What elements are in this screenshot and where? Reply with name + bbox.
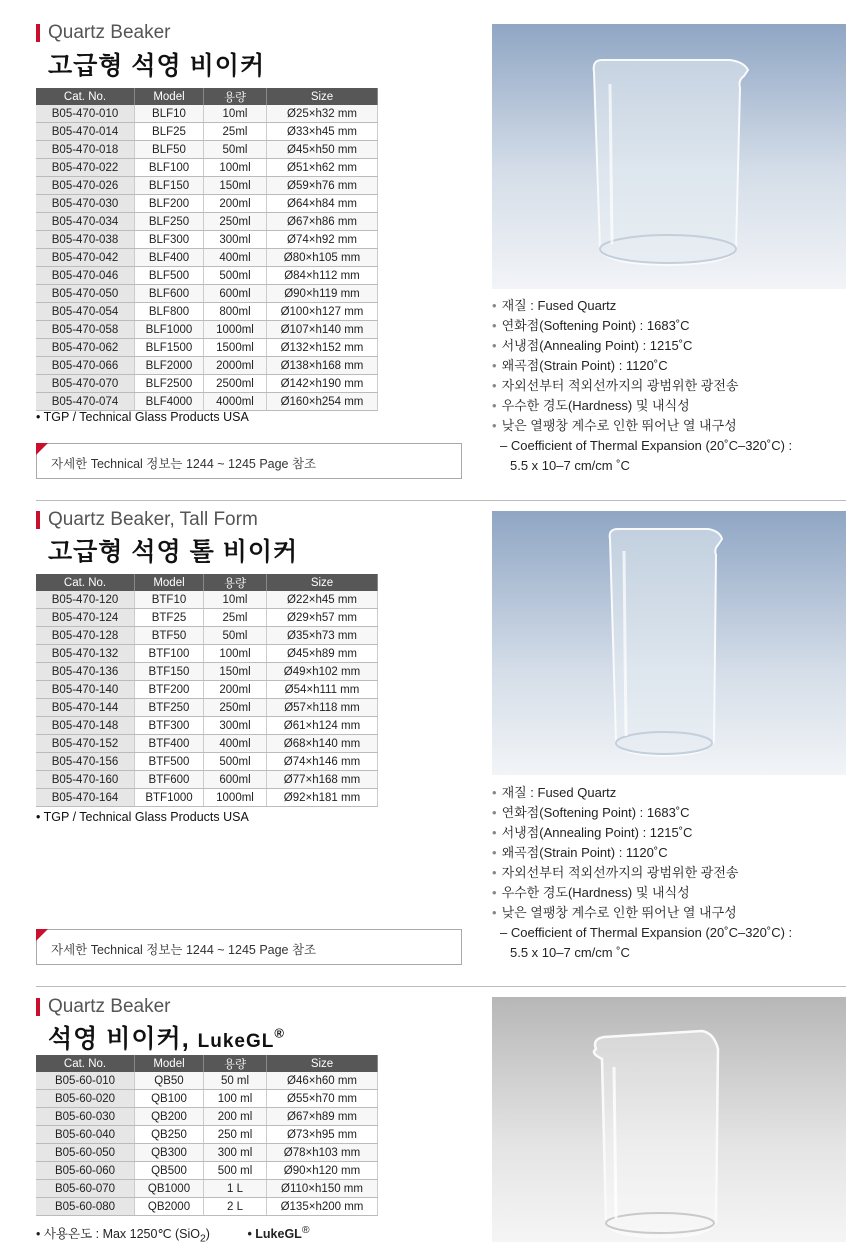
table-cell: BLF150 [135,177,204,195]
table-cell: QB100 [135,1090,204,1108]
expansion-value: 5.5 x 10–7 cm/cm ˚C [510,945,630,960]
table-cell: 150ml [204,177,267,195]
table-cell: B05-60-010 [36,1072,135,1090]
table-cell: BTF1000 [135,789,204,807]
reference-text: 자세한 Technical 정보는 1244 ~ 1245 Page 참조 [51,943,317,957]
source-note-text: TGP / Technical Glass Products USA [43,410,249,424]
property-item: • 재질 : Fused Quartz [492,783,792,803]
table-cell: Ø68×h140 mm [267,735,378,753]
table-cell: 600ml [204,771,267,789]
table-cell: 50 ml [204,1072,267,1090]
table-cell: Ø80×h105 mm [267,249,378,267]
table-cell: 500 ml [204,1162,267,1180]
source-note: • TGP / Technical Glass Products USA [36,810,249,824]
table-cell: Ø67×h86 mm [267,213,378,231]
table-cell: 150ml [204,663,267,681]
table-cell: BLF200 [135,195,204,213]
table-cell: B05-470-026 [36,177,135,195]
table-cell: Ø55×h70 mm [267,1090,378,1108]
table-cell: QB1000 [135,1180,204,1198]
table-cell: 250 ml [204,1126,267,1144]
table-cell: Ø57×h118 mm [267,699,378,717]
column-header: 용량 [204,88,267,105]
table-cell: BLF25 [135,123,204,141]
table-cell: 800ml [204,303,267,321]
table-cell: 500ml [204,753,267,771]
section-subtitle: 고급형 석영 톨 비이커 [48,538,299,566]
column-header: 용량 [204,1055,267,1072]
table-cell: B05-470-054 [36,303,135,321]
property-item: • 왜곡점(Strain Point) : 1120˚C [492,356,792,376]
table-cell: Ø84×h112 mm [267,267,378,285]
column-header: Size [267,88,378,105]
table-cell: B05-470-010 [36,105,135,123]
table-cell: Ø54×h111 mm [267,681,378,699]
column-header: Size [267,1055,378,1072]
table-cell: 400ml [204,735,267,753]
table-cell: B05-60-080 [36,1198,135,1216]
column-header: Model [135,88,204,105]
table-cell: 2000ml [204,357,267,375]
table-cell: Ø45×h50 mm [267,141,378,159]
table-row [36,1108,378,1126]
table-cell: B05-60-030 [36,1108,135,1126]
table-cell: BLF400 [135,249,204,267]
title-accent-bar [36,998,40,1016]
table-cell: Ø90×h119 mm [267,285,378,303]
subtitle-text: 석영 비이커, [48,1025,190,1053]
table-cell: BTF200 [135,681,204,699]
table-cell: Ø61×h124 mm [267,717,378,735]
table-cell: QB250 [135,1126,204,1144]
table-cell: Ø73×h95 mm [267,1126,378,1144]
expansion-label: – Coefficient of Thermal Expansion (20˚C–320˚C) : [500,438,793,453]
table-cell: Ø46×h60 mm [267,1072,378,1090]
table-cell: B05-470-152 [36,735,135,753]
footnote-close: ) [205,1227,210,1241]
table-cell: B05-470-046 [36,267,135,285]
table-cell: Ø77×h168 mm [267,771,378,789]
property-item: • 낮은 열팽창 계수로 인한 뛰어난 열 내구성 [492,416,792,436]
table-cell: B05-470-042 [36,249,135,267]
table-cell: B05-60-020 [36,1090,135,1108]
source-note-text: TGP / Technical Glass Products USA [43,810,249,824]
section-title-text: Quartz Beaker [48,22,171,43]
table-cell: 100 ml [204,1090,267,1108]
table-cell: B05-470-066 [36,357,135,375]
table-cell: 10ml [204,591,267,609]
table-cell: Ø138×h168 mm [267,357,378,375]
table-cell: Ø45×h89 mm [267,645,378,663]
spec-table [36,1055,378,1216]
property-item: • 우수한 경도(Hardness) 및 내식성 [492,396,792,416]
table-cell: Ø35×h73 mm [267,627,378,645]
table-cell: Ø22×h45 mm [267,591,378,609]
table-cell: Ø92×h181 mm [267,789,378,807]
table-cell: QB50 [135,1072,204,1090]
table-cell: BLF2500 [135,375,204,393]
column-header: Cat. No. [36,1055,135,1072]
footnote-temperature: • 사용온도 : Max 1250℃ (SiO [36,1227,200,1241]
table-cell: BTF300 [135,717,204,735]
table-cell: BTF500 [135,753,204,771]
table-cell: Ø74×h92 mm [267,231,378,249]
footnote-subscript: 2 [199,1233,206,1245]
table-cell: B05-470-144 [36,699,135,717]
table-row [36,1126,378,1144]
table-cell: BTF100 [135,645,204,663]
expansion-label: – Coefficient of Thermal Expansion (20˚C–320˚C) : [500,925,793,940]
table-cell: 1000ml [204,321,267,339]
table-cell: 1500ml [204,339,267,357]
property-item: • 서냉점(Annealing Point) : 1215˚C [492,336,792,356]
table-cell: B05-470-074 [36,393,135,411]
table-row [36,1090,378,1108]
table-cell: 200ml [204,195,267,213]
table-cell: Ø25×h32 mm [267,105,378,123]
table-cell: Ø49×h102 mm [267,663,378,681]
column-header: Model [135,1055,204,1072]
table-cell: 400ml [204,249,267,267]
source-note: • TGP / Technical Glass Products USA [36,410,249,424]
table-cell: B05-470-038 [36,231,135,249]
table-cell: Ø107×h140 mm [267,321,378,339]
table-cell: 25ml [204,123,267,141]
table-cell: BLF4000 [135,393,204,411]
table-cell: 100ml [204,645,267,663]
table-cell: B05-470-140 [36,681,135,699]
table-cell: 10ml [204,105,267,123]
property-item: • 연화점(Softening Point) : 1683˚C [492,316,792,336]
table-row [36,1072,378,1090]
table-cell: 50ml [204,627,267,645]
table-cell: 1000ml [204,789,267,807]
table-cell: 300ml [204,717,267,735]
table-cell: Ø100×h127 mm [267,303,378,321]
table-cell: Ø160×h254 mm [267,393,378,411]
property-item: • 우수한 경도(Hardness) 및 내식성 [492,883,792,903]
table-cell: BLF100 [135,159,204,177]
table-row [36,1144,378,1162]
table-cell: QB300 [135,1144,204,1162]
table-cell: B05-470-148 [36,717,135,735]
table-cell: B05-470-132 [36,645,135,663]
reference-text: 자세한 Technical 정보는 1244 ~ 1245 Page 참조 [51,457,317,471]
table-cell: Ø90×h120 mm [267,1162,378,1180]
table-cell: B05-470-062 [36,339,135,357]
table-cell: B05-470-136 [36,663,135,681]
table-cell: 25ml [204,609,267,627]
table-cell: Ø74×h146 mm [267,753,378,771]
table-cell: 2 L [204,1198,267,1216]
table-cell: B05-470-022 [36,159,135,177]
table-cell: 50ml [204,141,267,159]
table-cell: BLF250 [135,213,204,231]
table-cell: BTF150 [135,663,204,681]
table-cell: B05-470-120 [36,591,135,609]
table-cell: 300ml [204,231,267,249]
table-cell: Ø64×h84 mm [267,195,378,213]
table-cell: B05-470-070 [36,375,135,393]
table-cell: Ø142×h190 mm [267,375,378,393]
table-cell: B05-470-058 [36,321,135,339]
table-cell: QB500 [135,1162,204,1180]
table-cell: B05-60-070 [36,1180,135,1198]
table-cell: BLF1000 [135,321,204,339]
property-item: • 연화점(Softening Point) : 1683˚C [492,803,792,823]
table-header-row [36,1055,378,1072]
table-cell: QB2000 [135,1198,204,1216]
table-cell: 200 ml [204,1108,267,1126]
table-cell: BTF50 [135,627,204,645]
footnote-brand: • LukeGL [247,1227,302,1241]
table-cell: Ø132×h152 mm [267,339,378,357]
column-header: 용량 [204,574,267,591]
column-header: Cat. No. [36,574,135,591]
table-cell: 250ml [204,213,267,231]
property-item: • 자외선부터 적외선까지의 광범위한 광전송 [492,863,792,883]
table-cell: Ø67×h89 mm [267,1108,378,1126]
product-photo [492,997,846,1242]
table-row [36,1162,378,1180]
table-cell: 250ml [204,699,267,717]
property-item: • 자외선부터 적외선까지의 광범위한 광전송 [492,376,792,396]
table-row [36,1198,378,1216]
table-cell: B05-60-060 [36,1162,135,1180]
property-item: • 재질 : Fused Quartz [492,296,792,316]
table-cell: BLF50 [135,141,204,159]
table-cell: B05-470-160 [36,771,135,789]
table-cell: Ø78×h103 mm [267,1144,378,1162]
lukegl-beaker-image [492,997,846,1242]
table-cell: 300 ml [204,1144,267,1162]
table-cell: BTF250 [135,699,204,717]
section-subtitle [48,1019,285,1055]
property-item: • 왜곡점(Strain Point) : 1120˚C [492,843,792,863]
section-title-text: Quartz Beaker [48,996,171,1017]
table-cell: 2500ml [204,375,267,393]
table-cell: B05-470-164 [36,789,135,807]
table-cell: BTF10 [135,591,204,609]
table-cell: BLF300 [135,231,204,249]
property-item: • 낮은 열팽창 계수로 인한 뛰어난 열 내구성 [492,903,792,923]
table-cell: 600ml [204,285,267,303]
property-item: • 서냉점(Annealing Point) : 1215˚C [492,823,792,843]
column-header: Cat. No. [36,88,135,105]
section-title [36,996,171,1018]
table-cell: 200ml [204,681,267,699]
column-header: Model [135,574,204,591]
table-cell: B05-470-030 [36,195,135,213]
table-cell: BTF25 [135,609,204,627]
table-cell: BLF800 [135,303,204,321]
table-cell: Ø59×h76 mm [267,177,378,195]
table-cell: Ø33×h45 mm [267,123,378,141]
section-subtitle: 고급형 석영 비이커 [48,52,266,80]
table-cell: 100ml [204,159,267,177]
table-cell: 500ml [204,267,267,285]
table-cell: B05-470-128 [36,627,135,645]
table-cell: Ø110×h150 mm [267,1180,378,1198]
footnote-registered-mark: ® [301,1224,310,1236]
table-cell: B05-470-014 [36,123,135,141]
table-cell: B05-470-034 [36,213,135,231]
table-cell: B05-470-156 [36,753,135,771]
table-cell: BLF10 [135,105,204,123]
table-cell: B05-470-124 [36,609,135,627]
column-header: Size [267,574,378,591]
table-cell: 4000ml [204,393,267,411]
table-cell: BLF600 [135,285,204,303]
registered-mark: ® [274,1025,285,1041]
table-cell: BLF500 [135,267,204,285]
table-cell: BTF400 [135,735,204,753]
table-cell: Ø135×h200 mm [267,1198,378,1216]
table-cell: B05-470-018 [36,141,135,159]
table-cell: BTF600 [135,771,204,789]
table-row [36,1180,378,1198]
table-cell: BLF1500 [135,339,204,357]
table-cell: BLF2000 [135,357,204,375]
table-cell: B05-60-040 [36,1126,135,1144]
table-cell: B05-470-050 [36,285,135,303]
table-cell: B05-60-050 [36,1144,135,1162]
table-cell: QB200 [135,1108,204,1126]
table-cell: 1 L [204,1180,267,1198]
section-title-text: Quartz Beaker, Tall Form [48,509,258,530]
table-cell: Ø51×h62 mm [267,159,378,177]
brand-name: LukeGL [197,1031,275,1052]
footnote [36,1224,310,1245]
table-cell: Ø29×h57 mm [267,609,378,627]
expansion-value: 5.5 x 10–7 cm/cm ˚C [510,458,630,473]
